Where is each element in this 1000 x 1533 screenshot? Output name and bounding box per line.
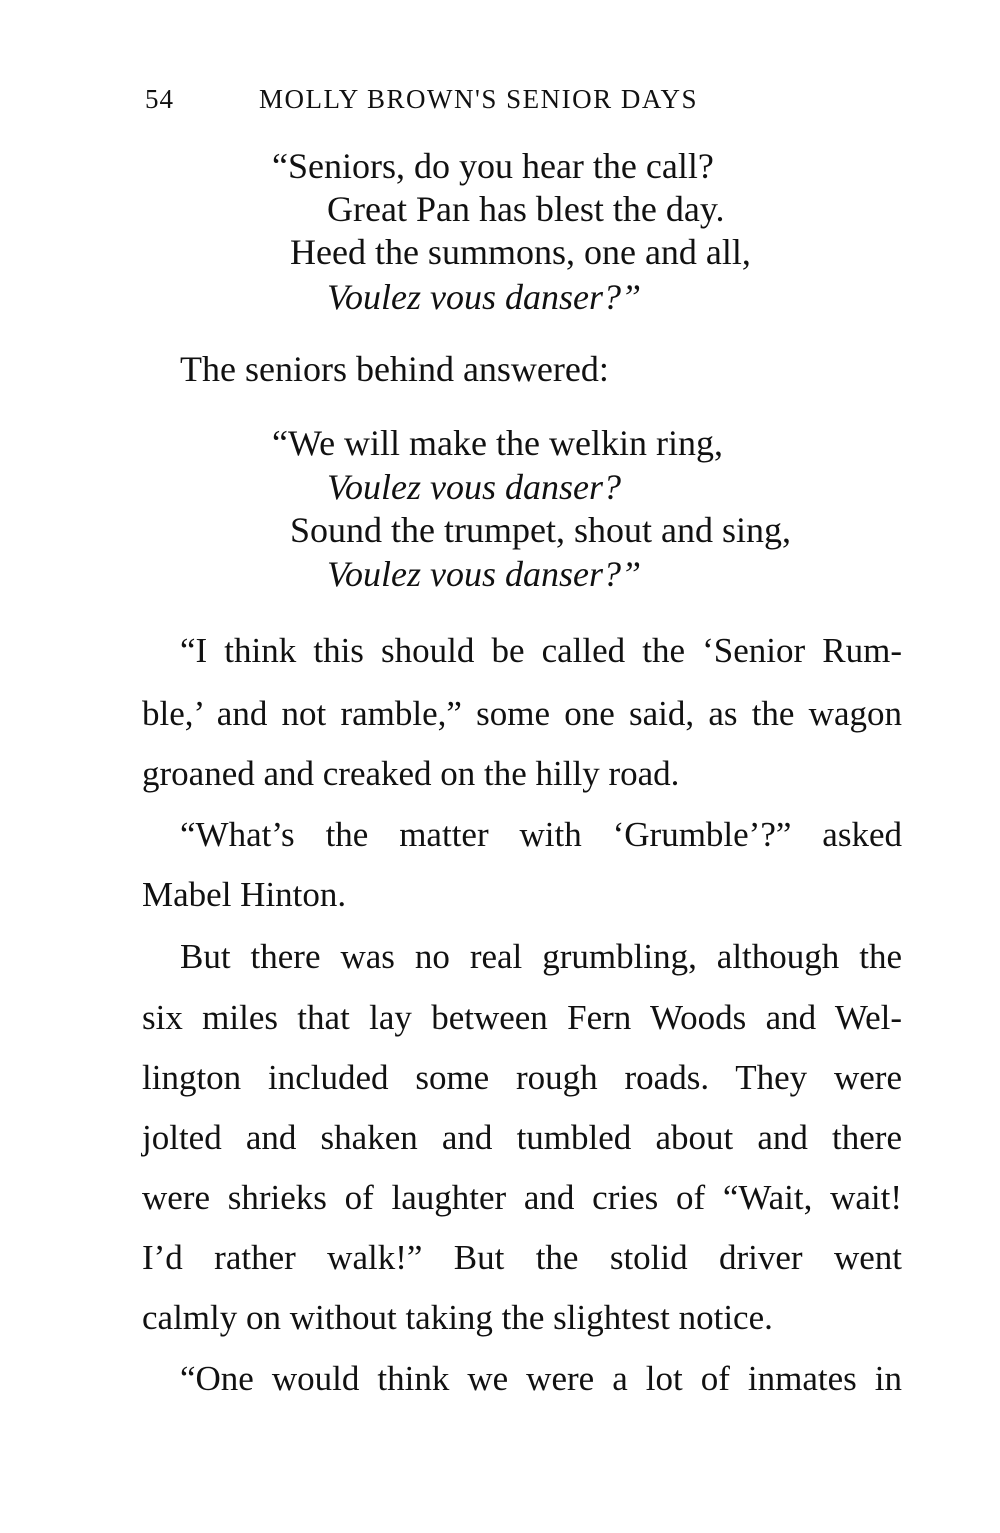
verse-line: Sound the trumpet, shout and sing, bbox=[290, 510, 791, 550]
prose-line: But there was no real grumbling, although the bbox=[180, 937, 902, 976]
prose-line: “I think this should be called the ‘Senior Rum- bbox=[180, 631, 902, 670]
page-number: 54 bbox=[145, 84, 174, 114]
prose-line: groaned and creaked on the hilly road. bbox=[142, 754, 680, 793]
narration-line: The seniors behind answered: bbox=[180, 349, 609, 389]
verse-line: Great Pan has blest the day. bbox=[327, 189, 725, 229]
verse-line: Voulez vous danser?” bbox=[327, 277, 641, 317]
prose-line: lington included some rough roads. They were bbox=[142, 1058, 902, 1097]
prose-line: calmly on without taking the slightest notice. bbox=[142, 1298, 773, 1337]
prose-line: were shrieks of laughter and cries of “Wait, wait! bbox=[142, 1178, 902, 1217]
prose-line: I’d rather walk!” But the stolid driver went bbox=[142, 1238, 902, 1277]
verse-line: Voulez vous danser? bbox=[327, 467, 621, 507]
verse-line: Heed the summons, one and all, bbox=[290, 232, 751, 272]
verse-line: Voulez vous danser?” bbox=[327, 554, 641, 594]
running-title: MOLLY BROWN'S SENIOR DAYS bbox=[259, 84, 698, 114]
prose-line: six miles that lay between Fern Woods and Wel- bbox=[142, 998, 902, 1037]
page-header bbox=[145, 84, 795, 120]
prose-line: “One would think we were a lot of inmates in bbox=[180, 1359, 902, 1398]
verse-line: “We will make the welkin ring, bbox=[272, 423, 723, 463]
prose-line: “What’s the matter with ‘Grumble’?” asked bbox=[180, 815, 902, 854]
prose-line: jolted and shaken and tumbled about and there bbox=[142, 1118, 902, 1157]
prose-line: ble,’ and not ramble,” some one said, as the wagon bbox=[142, 694, 902, 733]
prose-line: Mabel Hinton. bbox=[142, 875, 347, 914]
verse-line: “Seniors, do you hear the call? bbox=[272, 146, 714, 186]
